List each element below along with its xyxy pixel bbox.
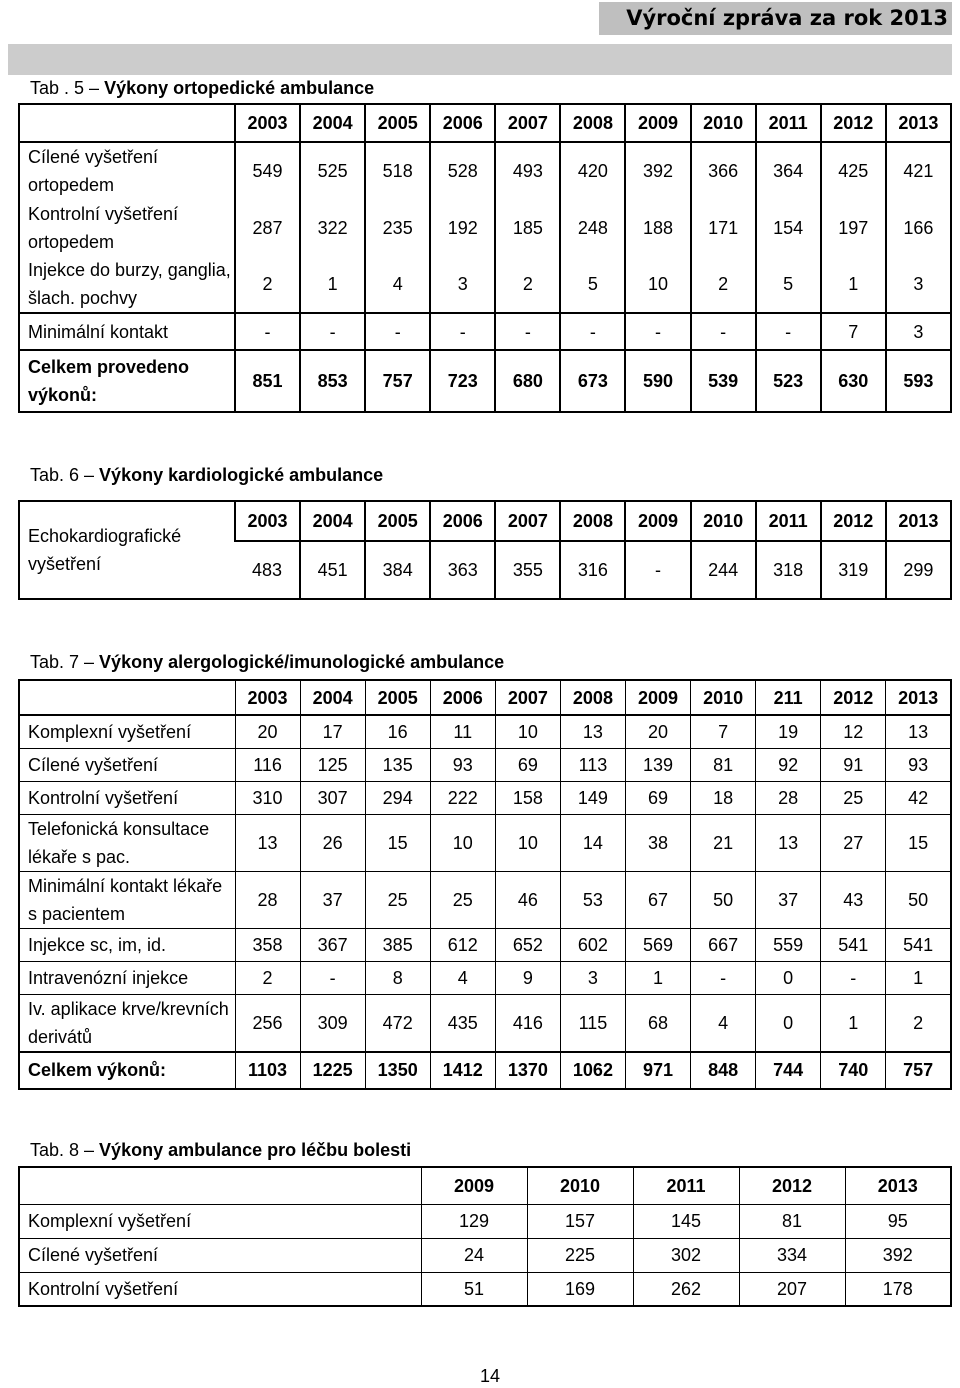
table-cell: 518 [365,142,430,199]
table-cell: 169 [527,1272,633,1306]
table-cell: - [691,313,756,350]
table-cell: 28 [235,871,300,928]
table-cell: 154 [756,199,821,256]
table-cell: - [821,961,886,994]
table-row [19,748,951,781]
table-cell: 673 [560,350,625,412]
table-cell: 358 [235,928,300,961]
table-cell: 13 [235,814,300,871]
table-cell: 166 [886,199,951,256]
table-cell: 302 [633,1238,739,1272]
table-cell: 1350 [365,1052,430,1089]
table-row [19,871,951,928]
table-cell: 0 [756,994,821,1052]
table-cell: 4 [365,256,430,313]
year-header-cell: 2004 [300,501,365,541]
table-cell: 13 [756,814,821,871]
table-cell: 593 [886,350,951,412]
table-cell: 81 [691,748,756,781]
table-cell: 680 [495,350,560,412]
table-cell: - [235,313,300,350]
table-cell: 630 [821,350,886,412]
table-cell: - [300,961,365,994]
table-cell: - [756,313,821,350]
table-row [19,961,951,994]
table-cell: 51 [421,1272,527,1306]
table-row-label: Intravenózní injekce [19,961,235,994]
table-cell: 1 [886,961,951,994]
year-header-cell: 2013 [886,104,951,142]
table-cell: 256 [235,994,300,1052]
table-5-orthopedics [18,103,952,413]
year-header-cell: 2010 [527,1167,633,1204]
table-corner-cell [19,1167,421,1204]
table-cell: 971 [625,1052,690,1089]
year-header-cell: 2008 [560,501,625,541]
year-header-cell: 2009 [625,501,690,541]
table-cell: 93 [430,748,495,781]
table-cell: 4 [430,961,495,994]
table5-caption-title: Výkony ortopedické ambulance [104,78,375,98]
table-cell: - [625,541,690,599]
table-cell: 13 [886,715,951,748]
table-cell: 1 [300,256,365,313]
table-row [19,199,951,256]
table-cell: 20 [625,715,690,748]
year-header-cell: 2006 [430,104,495,142]
table-cell: 2 [235,961,300,994]
table-cell: 1 [821,994,886,1052]
table-row-label: Cílené vyšetření [19,1238,421,1272]
table-cell: 69 [625,781,690,814]
table-header-row [19,680,951,715]
table-cell: 20 [235,715,300,748]
table-cell: 848 [691,1052,756,1089]
table-cell: 366 [691,142,756,199]
table-row-label: Kontrolní vyšetření [19,781,235,814]
table-cell: 50 [886,871,951,928]
table-cell: 12 [821,715,886,748]
table-cell: 334 [739,1238,845,1272]
year-header-cell: 2006 [430,501,495,541]
table-cell: 11 [430,715,495,748]
table-cell: 421 [886,142,951,199]
table-row [19,814,951,871]
year-header-cell: 2012 [821,104,886,142]
table-cell: 115 [560,994,625,1052]
table-cell: 125 [300,748,365,781]
table-cell: 15 [365,814,430,871]
year-header-cell: 2007 [495,104,560,142]
table-row-label: Minimální kontakt [19,313,235,350]
table-cell: 10 [625,256,690,313]
table-cell: 757 [365,350,430,412]
table-cell: 5 [756,256,821,313]
year-header-cell: 2011 [756,501,821,541]
table-cell: 262 [633,1272,739,1306]
table-cell: 569 [625,928,690,961]
table-cell: 523 [756,350,821,412]
year-header-cell: 2009 [421,1167,527,1204]
table-cell: 222 [430,781,495,814]
table-cell: - [300,313,365,350]
table-cell: 69 [495,748,560,781]
table-cell: 145 [633,1204,739,1238]
year-header-cell: 2007 [495,501,560,541]
table-row-label: Injekce do burzy, ganglia, šlach. pochvy [28,260,231,308]
table-row [19,1238,951,1272]
table-cell: 10 [495,715,560,748]
table-cell: 851 [235,350,300,412]
table-cell: 171 [691,199,756,256]
table-cell: 178 [845,1272,951,1306]
table-cell: 42 [886,781,951,814]
table-cell: 46 [495,871,560,928]
table-cell: 590 [625,350,690,412]
table-cell: - [691,961,756,994]
table-cell: 139 [625,748,690,781]
table-cell: 559 [756,928,821,961]
table-row [19,994,951,1052]
table8-caption-prefix: Tab. 8 – [30,1140,100,1160]
table-cell: 853 [300,350,365,412]
table-row [19,1272,951,1306]
table-cell: 667 [691,928,756,961]
table-cell: 652 [495,928,560,961]
table-cell: 539 [691,350,756,412]
table-cell: 1225 [300,1052,365,1089]
year-header-cell: 2013 [886,680,951,715]
table6-caption [30,465,383,486]
table-cell: 355 [495,541,560,599]
table-cell: 307 [300,781,365,814]
year-header-cell: 2009 [625,680,690,715]
year-header-cell: 2013 [886,501,951,541]
year-header-cell: 2008 [560,680,625,715]
table-corner-cell [19,680,235,715]
table-row [19,715,951,748]
table-cell: 310 [235,781,300,814]
table-row-label: Kontrolní vyšetření [19,1272,421,1306]
table-cell: 1062 [560,1052,625,1089]
table-cell: 1412 [430,1052,495,1089]
table-cell: 91 [821,748,886,781]
table-7-allergology [18,679,952,1090]
table-cell: 602 [560,928,625,961]
table-cell: 2 [691,256,756,313]
table-cell: 17 [300,715,365,748]
table-cell: 723 [430,350,495,412]
table-cell: 10 [495,814,560,871]
table-6-cardiology [18,500,952,600]
table-cell: 3 [560,961,625,994]
table-cell: 53 [560,871,625,928]
year-header-cell: 2010 [691,680,756,715]
table-cell: 1103 [235,1052,300,1089]
year-header-cell: 2005 [365,501,430,541]
table-cell: 2 [495,256,560,313]
table-cell: 25 [365,871,430,928]
table8-caption [30,1140,411,1161]
table7-caption-prefix: Tab. 7 – [30,652,100,672]
year-header-cell: 2007 [495,680,560,715]
table-cell: 244 [691,541,756,599]
table-cell: 28 [756,781,821,814]
table-cell: 757 [886,1052,951,1089]
table-cell: 15 [886,814,951,871]
table-cell: 549 [235,142,300,199]
table-cell: 384 [365,541,430,599]
table-cell: 197 [821,199,886,256]
table-row-label: Cílené vyšetření [19,748,235,781]
table5-caption [30,78,374,99]
table-cell: 7 [821,313,886,350]
table-total-row [19,1052,951,1089]
table-cell: 92 [756,748,821,781]
table-cell: - [625,313,690,350]
table-cell: 322 [300,199,365,256]
table-cell: 319 [821,541,886,599]
year-header-cell: 2011 [633,1167,739,1204]
table-cell: 3 [886,256,951,313]
table-cell: 435 [430,994,495,1052]
table-cell: 5 [560,256,625,313]
table-cell: - [495,313,560,350]
table-header-row [19,104,951,142]
table-cell: 451 [300,541,365,599]
table-cell: 294 [365,781,430,814]
table-cell: 67 [625,871,690,928]
table-cell: 18 [691,781,756,814]
table-cell: 13 [560,715,625,748]
year-header-cell: 2013 [845,1167,951,1204]
table-cell: 740 [821,1052,886,1089]
table-cell: 158 [495,781,560,814]
table-cell: 1370 [495,1052,560,1089]
year-header-cell: 2012 [821,680,886,715]
table-cell: 113 [560,748,625,781]
table-cell: 472 [365,994,430,1052]
table-cell: 316 [560,541,625,599]
header-band [8,44,952,75]
table-cell: 541 [821,928,886,961]
table-cell: 364 [756,142,821,199]
table5-caption-prefix: Tab . 5 – [30,78,105,98]
table-cell: 27 [821,814,886,871]
table-cell: 68 [625,994,690,1052]
table-cell: 2 [235,256,300,313]
table-cell: 16 [365,715,430,748]
table-cell: 9 [495,961,560,994]
table-cell: 24 [421,1238,527,1272]
table6-caption-prefix: Tab. 6 – [30,465,100,485]
table7-caption [30,652,504,673]
table-row-label: Komplexní vyšetření [19,1204,421,1238]
table-cell: 38 [625,814,690,871]
table-cell: - [430,313,495,350]
table-cell: 192 [430,199,495,256]
table-row-label: Komplexní vyšetření [19,715,235,748]
table-header-row [19,501,951,541]
table-total-row [19,350,951,412]
table-corner-cell [19,104,235,142]
table-cell: 1 [821,256,886,313]
year-header-cell: 2004 [300,680,365,715]
table-row-label: Cílené vyšetření ortopedem [28,147,159,195]
table-cell: 0 [756,961,821,994]
table-cell: 50 [691,871,756,928]
page-number: 14 [479,1366,501,1386]
table-cell: 116 [235,748,300,781]
table-cell: 385 [365,928,430,961]
table-cell: 185 [495,199,560,256]
table-cell: 37 [756,871,821,928]
table-cell: 392 [845,1238,951,1272]
table-cell: 21 [691,814,756,871]
table-cell: 541 [886,928,951,961]
table-row-label: Kontrolní vyšetření ortopedem [28,203,179,252]
table-cell: 10 [430,814,495,871]
table-cell: 2 [886,994,951,1052]
table-cell: 149 [560,781,625,814]
table-row-label: Telefonická konsultace lékaře s pac. [19,814,235,871]
table-cell: 367 [300,928,365,961]
table8-caption-title: Výkony ambulance pro léčbu bolesti [99,1140,412,1160]
year-header-cell: 2012 [821,501,886,541]
table-cell: 483 [252,560,283,580]
table-row-label: Celkem výkonů: [19,1052,235,1089]
table-row [19,928,951,961]
year-header-cell: 2011 [756,104,821,142]
table-cell: 25 [821,781,886,814]
year-header-cell: 2009 [625,104,690,142]
table-row-label: Minimální kontakt lékaře s pacientem [19,871,235,928]
year-header-cell: 2003 [235,501,300,541]
table-cell: 14 [560,814,625,871]
table-cell: - [560,313,625,350]
table-cell: 3 [430,256,495,313]
year-header-cell: 2003 [235,680,300,715]
table-cell: 318 [756,541,821,599]
table-cell: 25 [430,871,495,928]
year-header-cell: 2010 [691,104,756,142]
year-header-cell: 2010 [691,501,756,541]
table-cell: 95 [845,1204,951,1238]
table-cell: 420 [560,142,625,199]
table-cell: 225 [527,1238,633,1272]
report-title: Výroční zpráva za rok 2013 [599,2,952,35]
table-cell: 93 [886,748,951,781]
table6-caption-title: Výkony kardiologické ambulance [99,465,384,485]
year-header-cell: 2012 [739,1167,845,1204]
table-row [19,781,951,814]
table-cell: 43 [821,871,886,928]
table-row-label: Echokardiografické vyšetření [28,526,182,574]
table-cell: 4 [691,994,756,1052]
table-cell: 188 [625,199,690,256]
table-cell: 8 [365,961,430,994]
table-cell: 425 [821,142,886,199]
table-cell: 392 [625,142,690,199]
year-header-cell: 2008 [560,104,625,142]
table-cell: 19 [756,715,821,748]
table-cell: 26 [300,814,365,871]
year-header-cell: 2005 [365,104,430,142]
table-cell: 287 [235,199,300,256]
table-row [19,142,951,199]
table-8-pain-clinic [18,1166,952,1307]
table-cell: 525 [300,142,365,199]
table-cell: 416 [495,994,560,1052]
table-cell: 1 [625,961,690,994]
table-row-label: Injekce sc, im, id. [19,928,235,961]
table-cell: 493 [495,142,560,199]
table-cell: 135 [365,748,430,781]
table-row [19,1204,951,1238]
table-cell: 744 [756,1052,821,1089]
table-header-row [19,1167,951,1204]
table-cell: 612 [430,928,495,961]
table-cell: 235 [365,199,430,256]
table-cell: 207 [739,1272,845,1306]
table-cell: 37 [300,871,365,928]
year-header-cell: 2004 [300,104,365,142]
table7-caption-title: Výkony alergologické/imunologické ambulance [99,652,505,672]
table-row-label: Iv. aplikace krve/krevních derivátů [19,994,235,1052]
table-cell: 81 [739,1204,845,1238]
table-cell: 528 [430,142,495,199]
table-cell: 7 [691,715,756,748]
table-cell: - [365,313,430,350]
table-cell: 129 [421,1204,527,1238]
table-row [19,256,951,313]
table-cell: 363 [430,541,495,599]
table-cell: 3 [886,313,951,350]
table-cell: 157 [527,1204,633,1238]
table-cell: 299 [886,541,951,599]
table-row-label: Celkem provedeno výkonů: [19,350,235,412]
year-header-cell: 2006 [430,680,495,715]
table-cell: 309 [300,994,365,1052]
year-header-cell: 211 [756,680,821,715]
table-row [19,313,951,350]
table-cell: 248 [560,199,625,256]
year-header-cell: 2005 [365,680,430,715]
year-header-cell: 2003 [235,104,300,142]
